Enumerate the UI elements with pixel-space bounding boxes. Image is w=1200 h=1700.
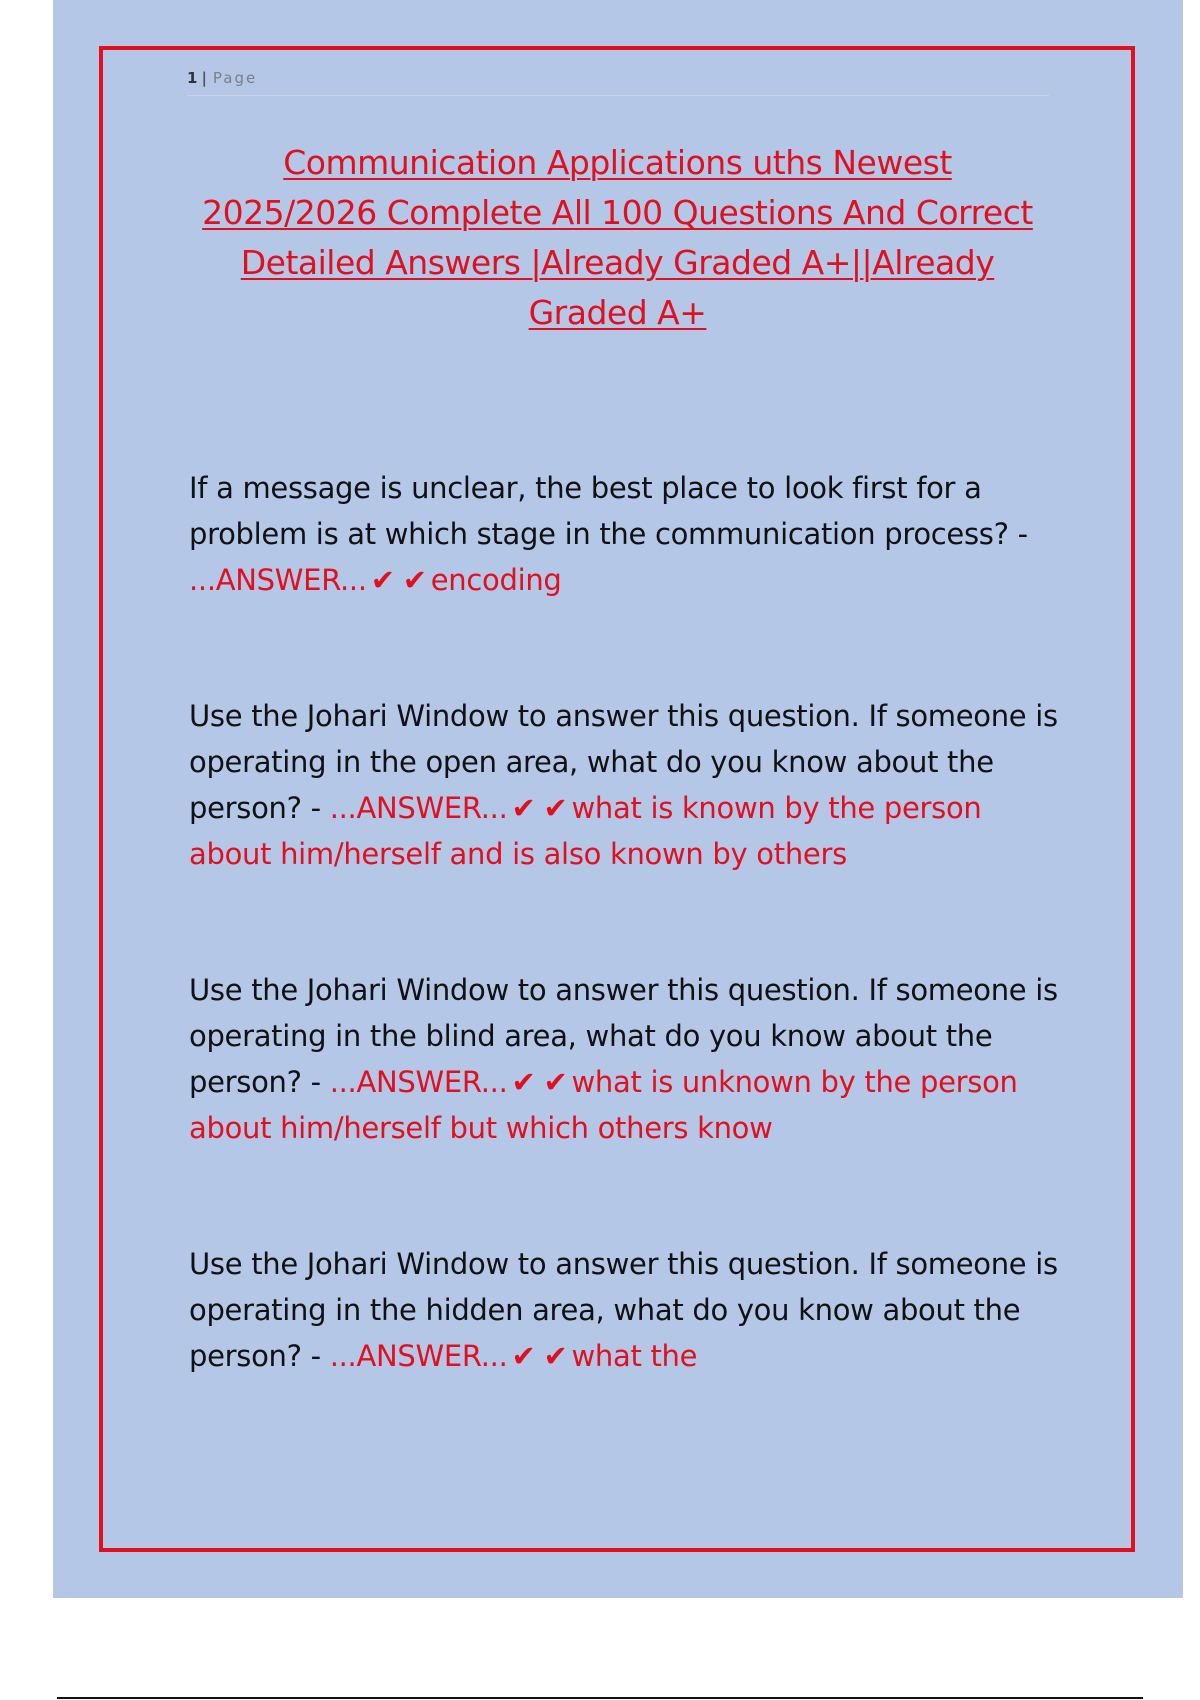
page-header bbox=[187, 69, 1049, 96]
check-icon: ✔ bbox=[370, 563, 395, 597]
answer-marker: ...ANSWER... bbox=[329, 1339, 508, 1373]
qa-item bbox=[189, 693, 1069, 877]
dash: - bbox=[1017, 517, 1028, 551]
question-text: Use the Johari Window to answer this question. If someone is operating in the hidden area, what do you know about the person? bbox=[189, 1247, 1058, 1373]
check-icon: ✔ bbox=[543, 791, 568, 825]
qa-item bbox=[189, 967, 1069, 1151]
footer-rule bbox=[57, 1697, 1143, 1699]
document-title: Communication Applications uths Newest 2025/2026 Complete All 100 Questions And Correct Detailed Answers |Already Graded A+||Already Graded A+ bbox=[202, 143, 1033, 332]
page-separator: | bbox=[201, 69, 207, 87]
dash: - bbox=[310, 1065, 321, 1099]
answer-text: what is unknown by the person about him/herself but which others know bbox=[189, 1065, 1018, 1145]
page-word: Page bbox=[212, 69, 258, 87]
answer-marker: ...ANSWER... bbox=[189, 563, 367, 597]
qa-list bbox=[189, 465, 1069, 1379]
answer-text: what the bbox=[571, 1339, 698, 1373]
page-number: 1 bbox=[187, 69, 198, 87]
question-text: Use the Johari Window to answer this question. If someone is operating in the open area, what do you know about the person? bbox=[189, 699, 1058, 825]
check-icon: ✔ bbox=[511, 791, 536, 825]
qa-item bbox=[189, 465, 1069, 603]
dash: - bbox=[310, 1339, 321, 1373]
check-icon: ✔ bbox=[402, 563, 427, 597]
qa-item bbox=[189, 1241, 1069, 1379]
answer-text: encoding bbox=[430, 563, 562, 597]
check-icon: ✔ bbox=[543, 1065, 568, 1099]
check-icon: ✔ bbox=[511, 1339, 536, 1373]
answer-text: what is known by the person about him/herself and is also known by others bbox=[189, 791, 982, 871]
check-icon: ✔ bbox=[543, 1339, 568, 1373]
question-text: If a message is unclear, the best place to look first for a problem is at which stage in the communication process? bbox=[189, 471, 1009, 551]
answer-marker: ...ANSWER... bbox=[329, 1065, 508, 1099]
dash: - bbox=[310, 791, 321, 825]
answer-marker: ...ANSWER... bbox=[329, 791, 508, 825]
question-text: Use the Johari Window to answer this question. If someone is operating in the blind area, what do you know about the person? bbox=[189, 973, 1058, 1099]
check-icon: ✔ bbox=[511, 1065, 536, 1099]
